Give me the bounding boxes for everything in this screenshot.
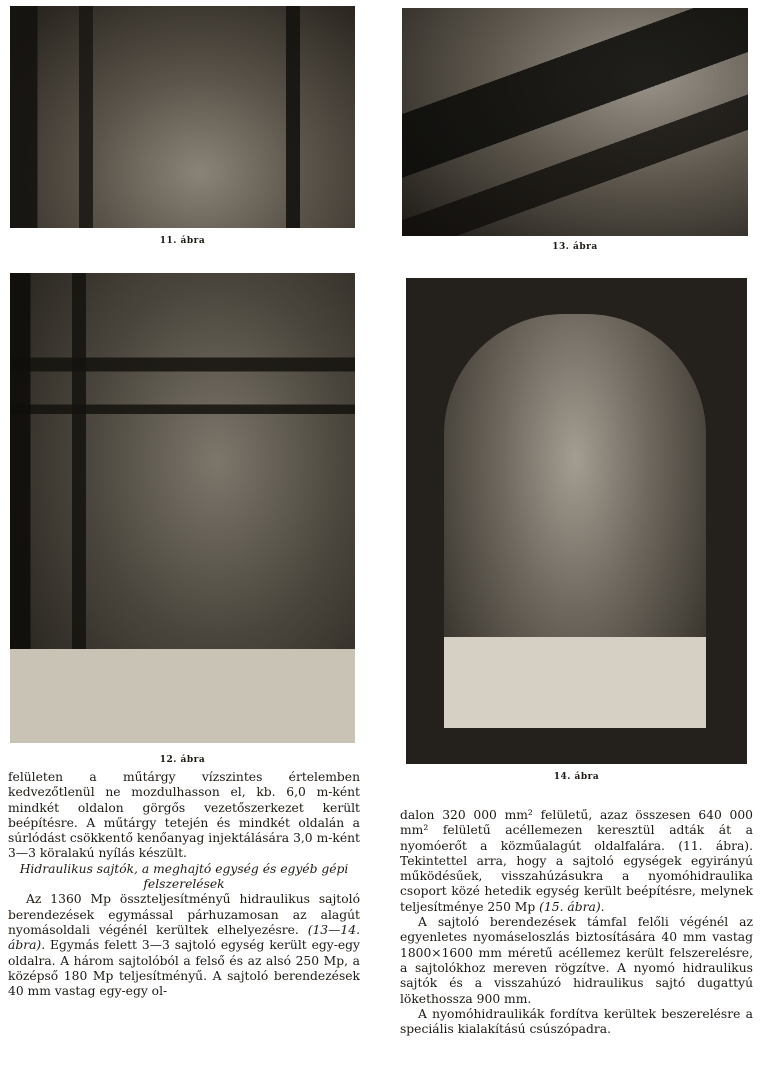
- left-paragraph-2: [8, 892, 360, 999]
- figure-11-photo: [10, 6, 355, 228]
- left-paragraph-2-text-b: Egymás felett 3—3 sajtoló egység került egy-egy oldalra. A három sajtolóból a felső és az alsó 250 Mp, a középső 180 Mp teljesítményű. A sajtoló berendezések 40 mm vastag egy-egy ol-: [8, 938, 360, 999]
- section-heading-line-2: felszerelések: [143, 877, 225, 892]
- figure-11-caption: 11. ábra: [159, 236, 206, 246]
- right-text-column: [400, 808, 753, 1037]
- figure-12-caption: 12. ábra: [159, 755, 206, 765]
- left-paragraph-2-figure-ref: (13—14. ábra).: [8, 922, 360, 953]
- figure-14-caption: 14. ábra: [553, 772, 600, 782]
- right-paragraph-1-figure-ref: (15. ábra).: [539, 899, 605, 914]
- figure-13-caption: 13. ábra: [552, 242, 598, 252]
- left-text-column: [8, 770, 360, 999]
- right-paragraph-3: A nyomóhidraulikák fordítva kerültek beszerelésre a speciális kialakítású csúszópadra.: [400, 1006, 753, 1037]
- figure-12-photo: [10, 273, 355, 743]
- figure-13-photo: [402, 8, 748, 236]
- left-paragraph-1: felületen a műtárgy vízszintes értelemben kedvezőtlenül ne mozdulhasson el, kb. 6,0 m-ként mindkét oldalon görgős vezetőszerkezet került beépítésre. A műtárgy tetején és mindkét oldalán a súrlódást csökkentő kenőanyag injektálására 3,0 m-ként 3—3 köralakú nyílás készült.: [8, 770, 360, 861]
- right-paragraph-1: [400, 808, 753, 915]
- figure-14-photo: [406, 278, 747, 764]
- right-paragraph-2: A sajtoló berendezések támfal felőli végénél az egyenletes nyomáseloszlás biztosítására 40 mm vastag 1800×1600 mm méretű acéllemez került felszerelésre, a sajtolókhoz mereven rögzítve. A nyomó hidraulikus sajtók és a visszahúzó hidraulikus sajtó dugattyú lökethossza 900 mm.: [400, 915, 753, 1006]
- section-heading: [8, 862, 360, 893]
- right-paragraph-1-text: dalon 320 000 mm² felületű, azaz összesen 640 000 mm² felületű acéllemezen keresztül adták át a nyomóerőt a közműalagút oldalfalára. (11. ábra). Tekintettel arra, hogy a sajtoló egységek egyirányú működésűek, visszahúzásukra a nyomóhidraulika csoport közé hetedik egység került beépítésre, melynek teljesítménye 250 Mp: [400, 808, 753, 914]
- left-paragraph-2-text-a: Az 1360 Mp összteljesítményű hidraulikus sajtoló berendezések egymással párhuzamosan az alagút nyomásoldali végénél kerültek elhelyezésre.: [8, 892, 360, 937]
- section-heading-line-1: Hidraulikus sajtók, a meghajtó egység és egyéb gépi: [19, 861, 349, 876]
